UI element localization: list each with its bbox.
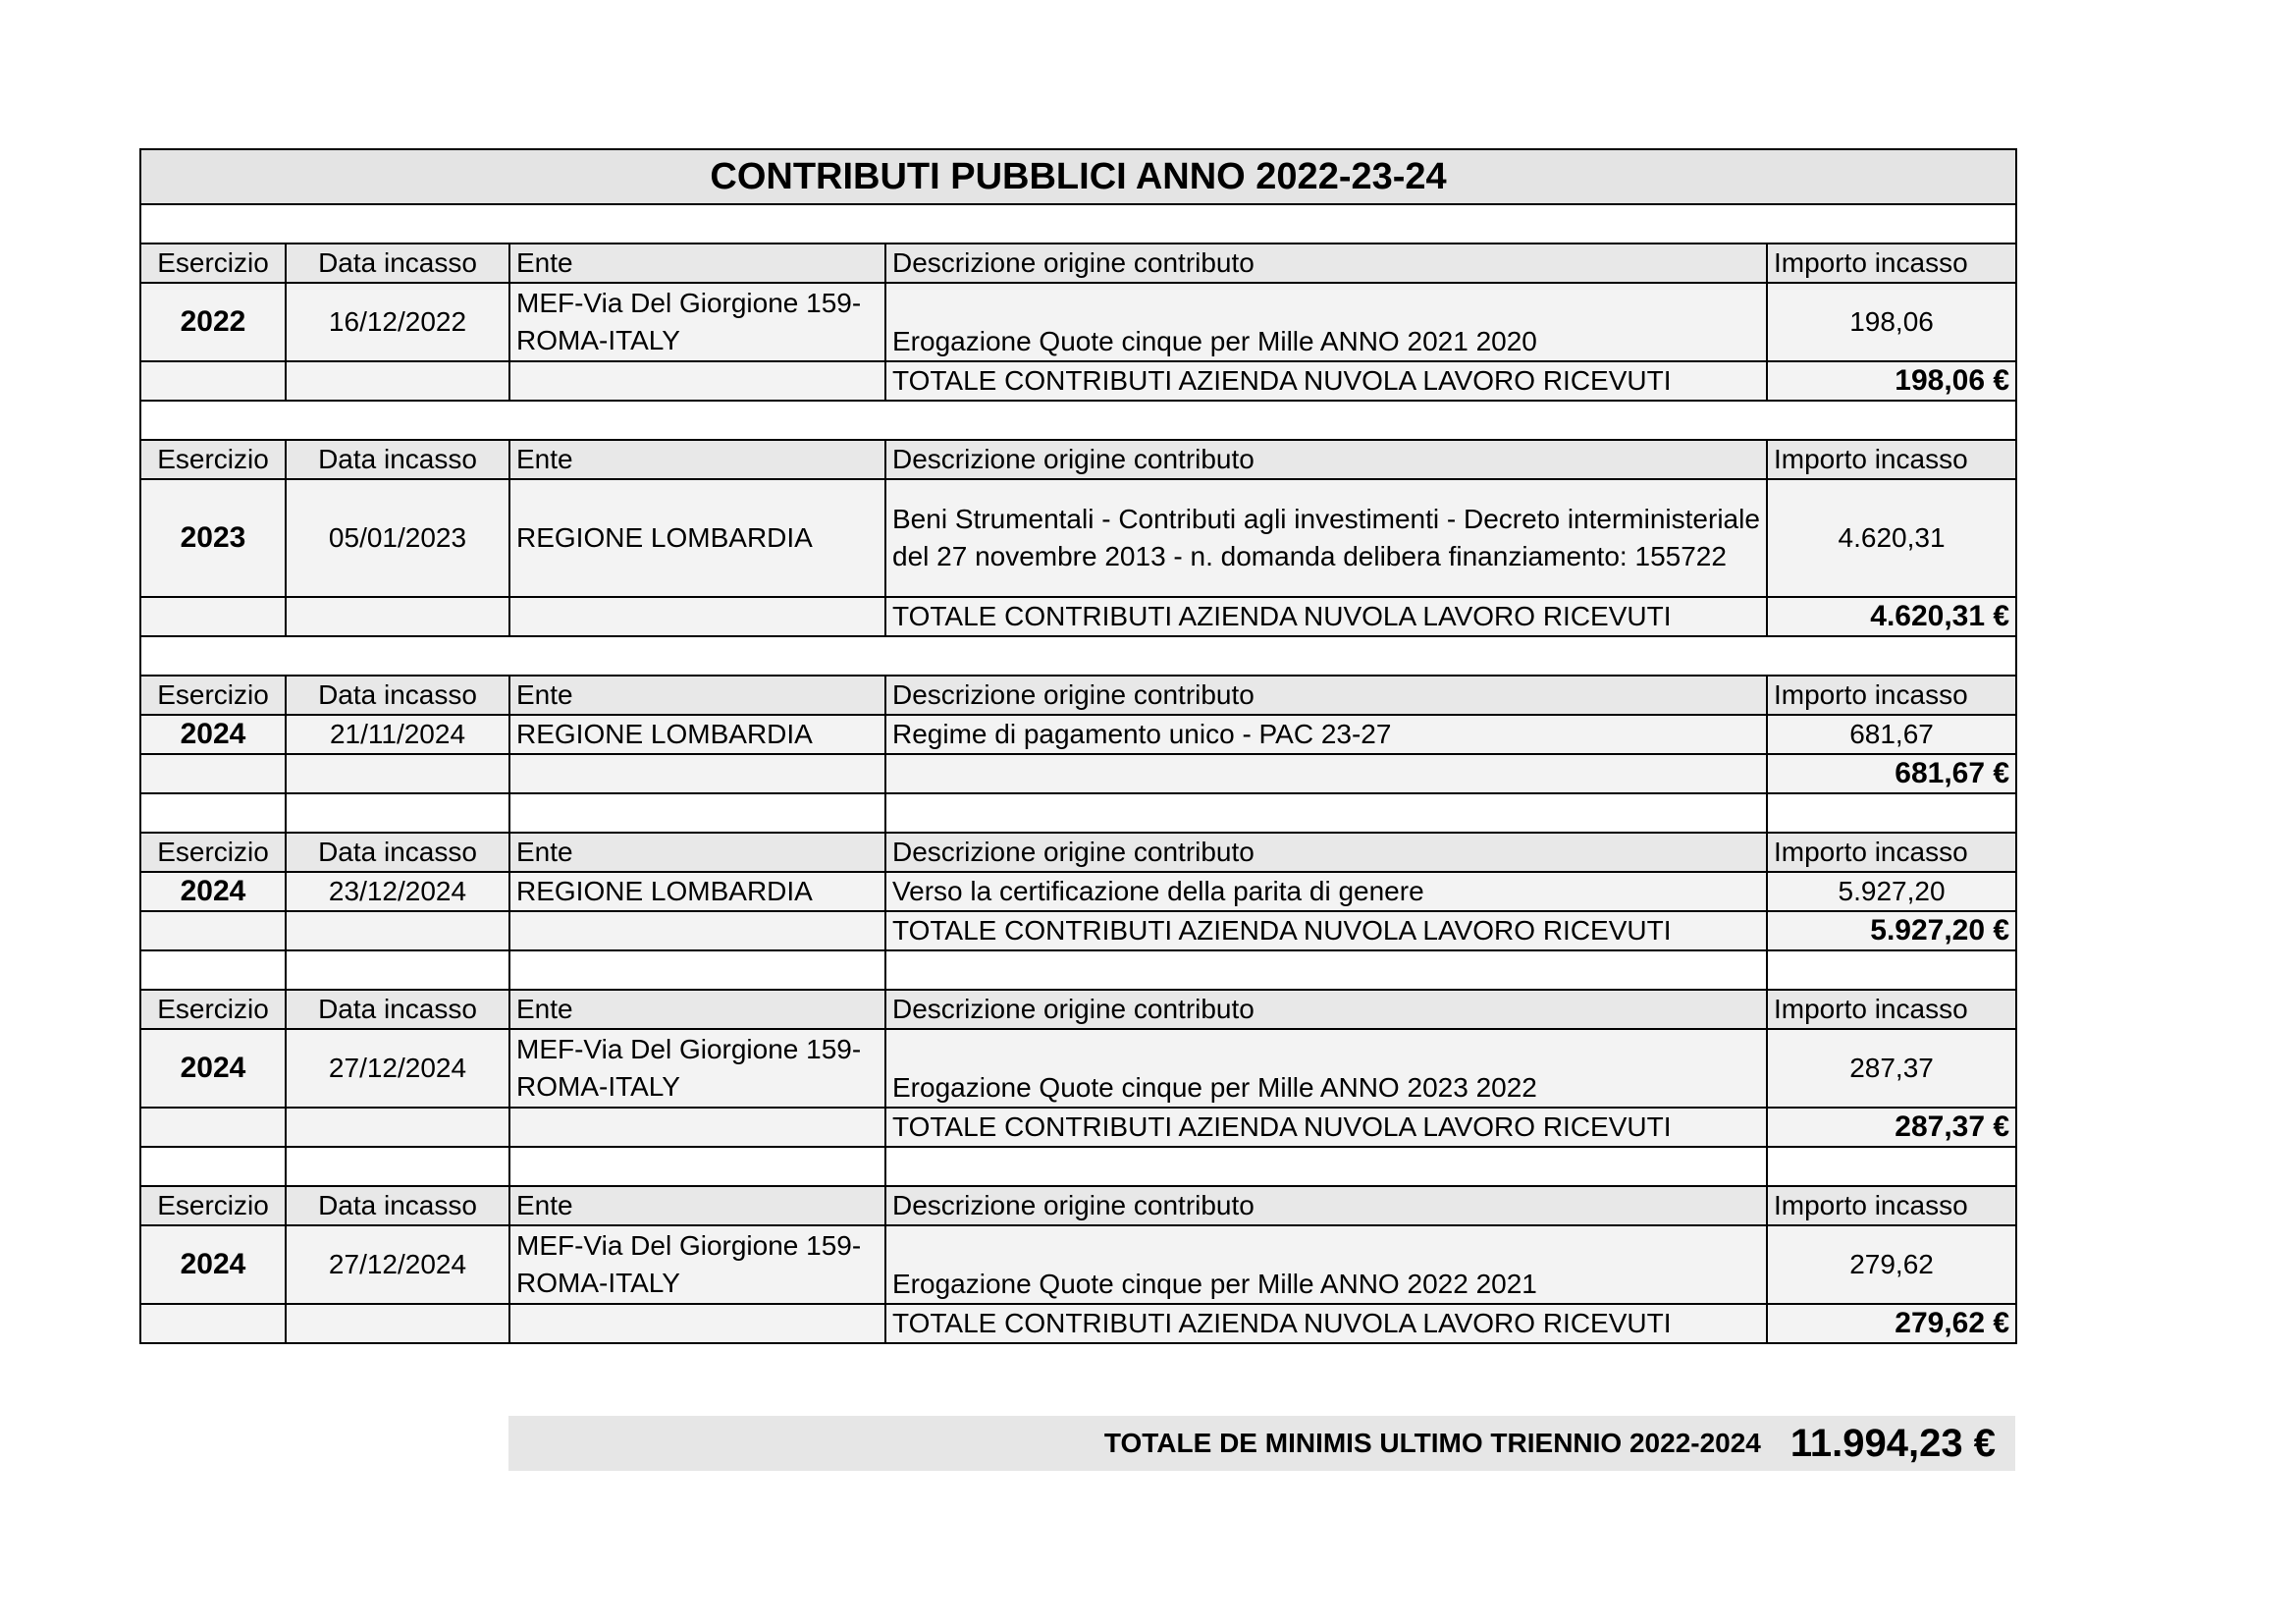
header-ente: Ente xyxy=(509,1186,885,1225)
empty-cell xyxy=(286,911,509,950)
total-value: 5.927,20 € xyxy=(1767,911,2016,950)
header-importo: Importo incasso xyxy=(1767,440,2016,479)
spacer-row xyxy=(140,401,2016,440)
header-esercizio: Esercizio xyxy=(140,833,286,872)
header-importo: Importo incasso xyxy=(1767,833,2016,872)
empty-cell xyxy=(509,597,885,636)
ente-cell: MEF-Via Del Giorgione 159-ROMA-ITALY xyxy=(509,1029,885,1108)
descrizione-cell: Erogazione Quote cinque per Mille ANNO 2021 2020 xyxy=(885,283,1767,361)
importo-cell: 5.927,20 xyxy=(1767,872,2016,911)
grand-total-value: 11.994,23 € xyxy=(1789,1421,1996,1465)
header-importo: Importo incasso xyxy=(1767,1186,2016,1225)
contributi-table xyxy=(139,148,2017,1344)
total-value: 4.620,31 € xyxy=(1767,597,2016,636)
header-ente: Ente xyxy=(509,440,885,479)
total-row xyxy=(140,597,2016,636)
esercizio-cell: 2022 xyxy=(140,283,286,361)
header-ente: Ente xyxy=(509,244,885,283)
header-ente: Ente xyxy=(509,833,885,872)
table-row xyxy=(140,1029,2016,1108)
header-descrizione: Descrizione origine contributo xyxy=(885,676,1767,715)
total-value: 681,67 € xyxy=(1767,754,2016,793)
empty-cell xyxy=(509,361,885,401)
total-label: TOTALE CONTRIBUTI AZIENDA NUVOLA LAVORO RICEVUTI xyxy=(885,1304,1767,1343)
total-value: 198,06 € xyxy=(1767,361,2016,401)
total-label xyxy=(885,754,1767,793)
empty-cell xyxy=(140,1304,286,1343)
total-row xyxy=(140,361,2016,401)
header-data-incasso: Data incasso xyxy=(286,990,509,1029)
importo-cell: 681,67 xyxy=(1767,715,2016,754)
empty-cell xyxy=(286,950,509,990)
empty-cell xyxy=(286,1108,509,1147)
empty-cell xyxy=(885,793,1767,833)
total-value: 279,62 € xyxy=(1767,1304,2016,1343)
spacer-row xyxy=(140,950,2016,990)
esercizio-cell: 2024 xyxy=(140,715,286,754)
header-data-incasso: Data incasso xyxy=(286,676,509,715)
total-value: 287,37 € xyxy=(1767,1108,2016,1147)
total-label: TOTALE CONTRIBUTI AZIENDA NUVOLA LAVORO RICEVUTI xyxy=(885,361,1767,401)
empty-cell xyxy=(140,361,286,401)
header-descrizione: Descrizione origine contributo xyxy=(885,244,1767,283)
empty-cell xyxy=(140,1147,286,1186)
empty-cell xyxy=(509,1304,885,1343)
header-row xyxy=(140,244,2016,283)
header-row xyxy=(140,440,2016,479)
empty-cell xyxy=(140,597,286,636)
grand-total-bar xyxy=(508,1416,2015,1471)
header-row xyxy=(140,676,2016,715)
ente-cell: MEF-Via Del Giorgione 159-ROMA-ITALY xyxy=(509,1225,885,1304)
empty-cell xyxy=(509,911,885,950)
data-incasso-cell: 27/12/2024 xyxy=(286,1029,509,1108)
descrizione-cell: Beni Strumentali - Contributi agli investimenti - Decreto interministeriale del 27 novembre 2013 - n. domanda delibera finanziamento: 155722 xyxy=(885,479,1767,597)
header-ente: Ente xyxy=(509,990,885,1029)
total-label: TOTALE CONTRIBUTI AZIENDA NUVOLA LAVORO RICEVUTI xyxy=(885,911,1767,950)
header-descrizione: Descrizione origine contributo xyxy=(885,1186,1767,1225)
total-row xyxy=(140,1108,2016,1147)
data-incasso-cell: 21/11/2024 xyxy=(286,715,509,754)
descrizione-cell: Erogazione Quote cinque per Mille ANNO 2022 2021 xyxy=(885,1225,1767,1304)
header-data-incasso: Data incasso xyxy=(286,244,509,283)
table-row xyxy=(140,479,2016,597)
grand-total-label: TOTALE DE MINIMIS ULTIMO TRIENNIO 2022-2024 xyxy=(1103,1428,1761,1458)
table-row xyxy=(140,715,2016,754)
total-row xyxy=(140,911,2016,950)
empty-cell xyxy=(140,793,286,833)
table-row xyxy=(140,872,2016,911)
ente-cell: REGIONE LOMBARDIA xyxy=(509,479,885,597)
spacer-row xyxy=(140,636,2016,676)
esercizio-cell: 2024 xyxy=(140,872,286,911)
header-importo: Importo incasso xyxy=(1767,990,2016,1029)
empty-cell xyxy=(286,793,509,833)
empty-cell xyxy=(885,1147,1767,1186)
header-esercizio: Esercizio xyxy=(140,676,286,715)
empty-cell xyxy=(140,754,286,793)
header-data-incasso: Data incasso xyxy=(286,833,509,872)
empty-cell xyxy=(509,1108,885,1147)
empty-cell xyxy=(286,361,509,401)
header-esercizio: Esercizio xyxy=(140,244,286,283)
data-incasso-cell: 23/12/2024 xyxy=(286,872,509,911)
empty-cell xyxy=(509,1147,885,1186)
esercizio-cell: 2024 xyxy=(140,1225,286,1304)
descrizione-cell: Erogazione Quote cinque per Mille ANNO 2023 2022 xyxy=(885,1029,1767,1108)
header-ente: Ente xyxy=(509,676,885,715)
importo-cell: 198,06 xyxy=(1767,283,2016,361)
empty-cell xyxy=(1767,793,2016,833)
empty-cell xyxy=(286,754,509,793)
header-row xyxy=(140,1186,2016,1225)
header-esercizio: Esercizio xyxy=(140,440,286,479)
empty-cell xyxy=(286,597,509,636)
data-incasso-cell: 05/01/2023 xyxy=(286,479,509,597)
header-descrizione: Descrizione origine contributo xyxy=(885,990,1767,1029)
empty-cell xyxy=(509,950,885,990)
table-row xyxy=(140,1225,2016,1304)
header-row xyxy=(140,990,2016,1029)
empty-cell xyxy=(1767,950,2016,990)
spacer-row xyxy=(140,1147,2016,1186)
empty-cell xyxy=(140,911,286,950)
esercizio-cell: 2024 xyxy=(140,1029,286,1108)
data-incasso-cell: 27/12/2024 xyxy=(286,1225,509,1304)
header-data-incasso: Data incasso xyxy=(286,1186,509,1225)
ente-cell: REGIONE LOMBARDIA xyxy=(509,872,885,911)
empty-cell xyxy=(286,1147,509,1186)
importo-cell: 4.620,31 xyxy=(1767,479,2016,597)
ente-cell: MEF-Via Del Giorgione 159-ROMA-ITALY xyxy=(509,283,885,361)
spacer-row xyxy=(140,204,2016,244)
header-descrizione: Descrizione origine contributo xyxy=(885,440,1767,479)
total-label: TOTALE CONTRIBUTI AZIENDA NUVOLA LAVORO RICEVUTI xyxy=(885,1108,1767,1147)
ente-cell: REGIONE LOMBARDIA xyxy=(509,715,885,754)
header-descrizione: Descrizione origine contributo xyxy=(885,833,1767,872)
table-row xyxy=(140,283,2016,361)
header-importo: Importo incasso xyxy=(1767,676,2016,715)
importo-cell: 287,37 xyxy=(1767,1029,2016,1108)
total-label: TOTALE CONTRIBUTI AZIENDA NUVOLA LAVORO RICEVUTI xyxy=(885,597,1767,636)
header-row xyxy=(140,833,2016,872)
total-row xyxy=(140,754,2016,793)
empty-cell xyxy=(509,754,885,793)
total-row xyxy=(140,1304,2016,1343)
empty-cell xyxy=(885,950,1767,990)
empty-cell xyxy=(286,1304,509,1343)
empty-cell xyxy=(140,950,286,990)
descrizione-cell: Regime di pagamento unico - PAC 23-27 xyxy=(885,715,1767,754)
page-title: CONTRIBUTI PUBBLICI ANNO 2022-23-24 xyxy=(140,149,2016,204)
empty-cell xyxy=(140,1108,286,1147)
header-importo: Importo incasso xyxy=(1767,244,2016,283)
header-data-incasso: Data incasso xyxy=(286,440,509,479)
empty-cell xyxy=(509,793,885,833)
data-incasso-cell: 16/12/2022 xyxy=(286,283,509,361)
descrizione-cell: Verso la certificazione della parita di genere xyxy=(885,872,1767,911)
header-esercizio: Esercizio xyxy=(140,1186,286,1225)
spacer-row xyxy=(140,793,2016,833)
header-esercizio: Esercizio xyxy=(140,990,286,1029)
importo-cell: 279,62 xyxy=(1767,1225,2016,1304)
empty-cell xyxy=(1767,1147,2016,1186)
esercizio-cell: 2023 xyxy=(140,479,286,597)
